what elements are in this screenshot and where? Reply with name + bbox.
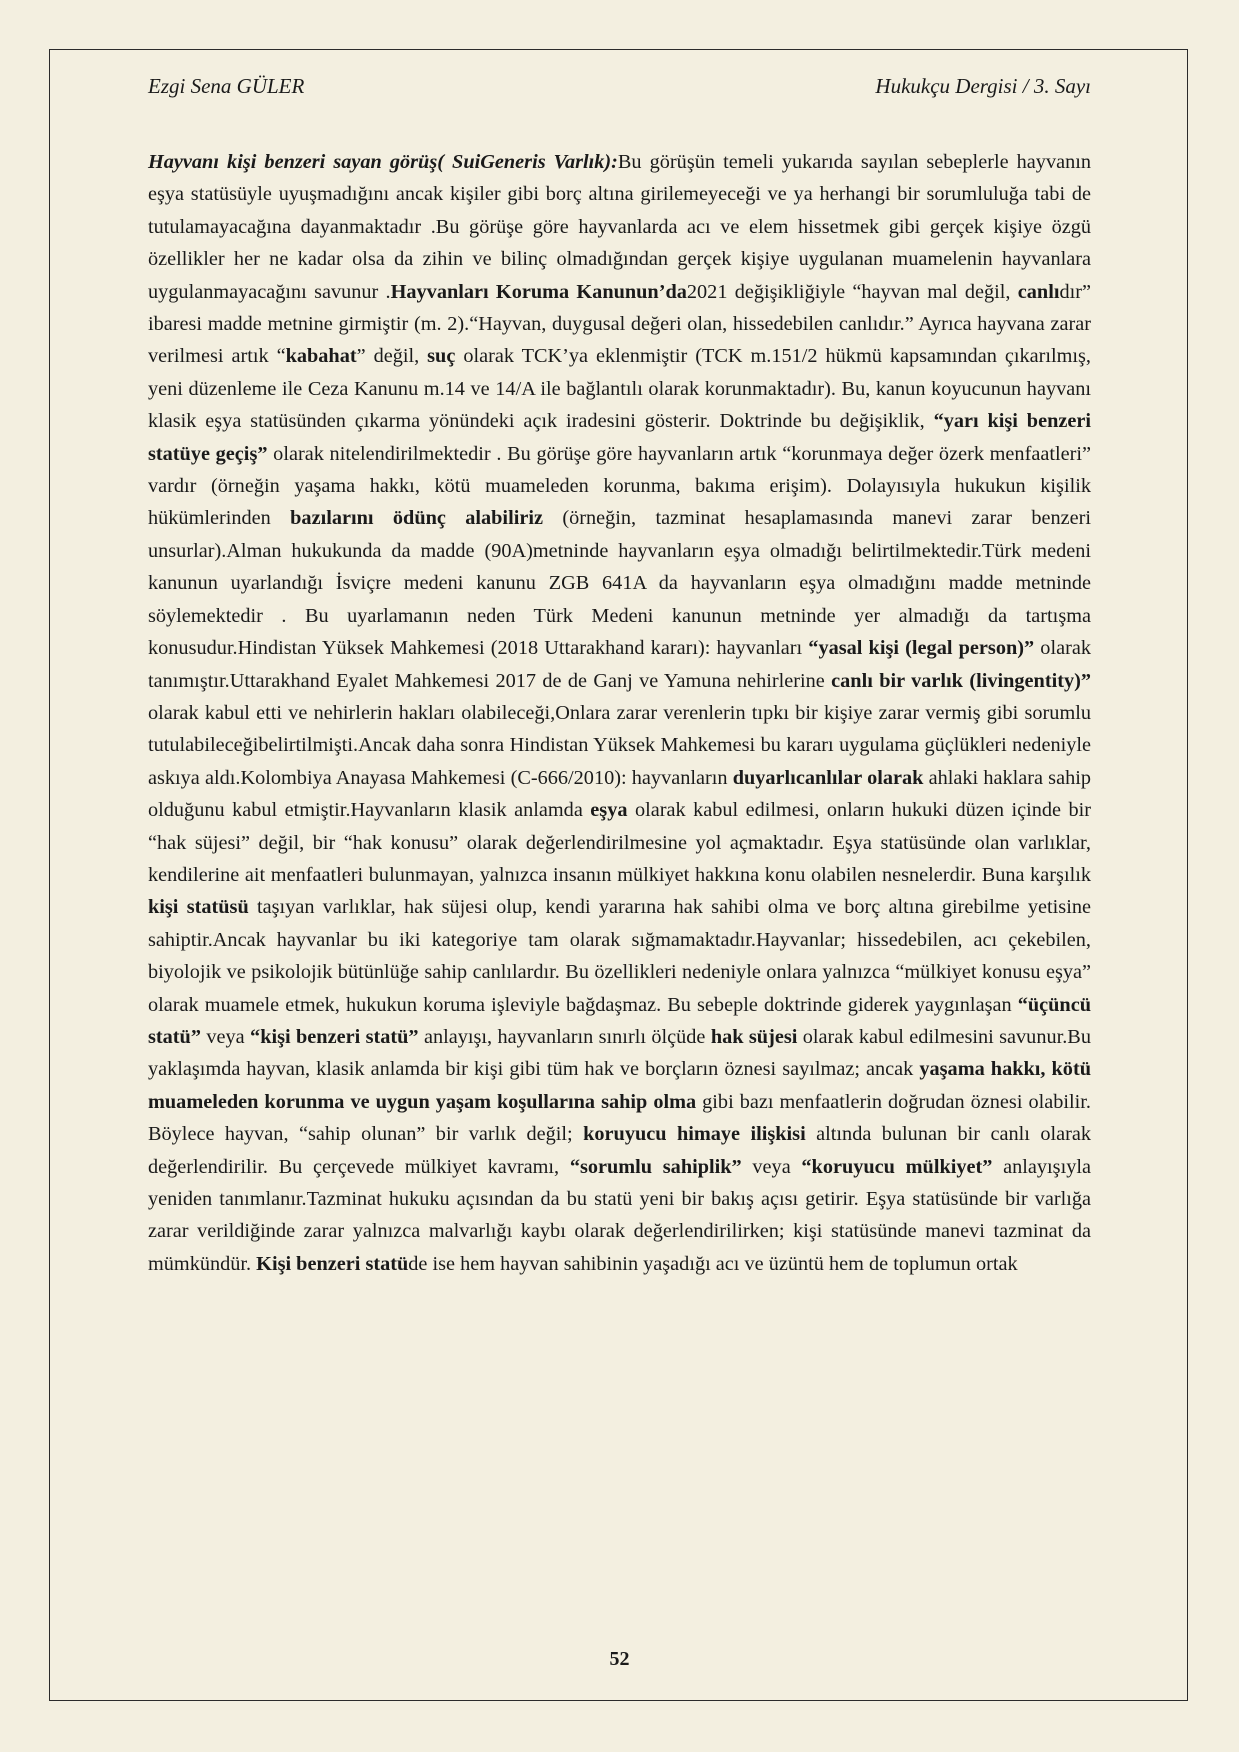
text-run: olarak nitelendirilmektedir . Bu görüşe göre hayvanların artık “korunmaya değer özerk menfaatleri” vardır (örneğin yaşama hakkı, kötü muameleden korunma, bakıma erişim). Dolayısıyla hukukun kişilik hükümlerinden <box>148 442 1091 530</box>
text-run: Bu görüşün temeli yukarıda sayılan sebeplerle hayvanın eşya statüsüyle uyuşmadığını ancak kişiler gibi borç altına girilemeyeceği ve ya herhangi bir sorumluluğa tabi de tutulamayacağına dayanmaktadır .Bu görüşe göre hayvanlarda acı ve elem hissetmek gibi gerçek kişiye özgü özellikler her ne kadar olsa da zihin ve bilinç olmadığından gerçek kişiye uygulanan muamelenin hayvanlara uygulanmayacağını savunur . <box>148 151 1092 303</box>
bold-run: Hayvanları Koruma Kanunun’da <box>390 280 687 303</box>
text-run: olarak TCK’ya eklenmiştir (TCK m.151/2 hükmü kapsamından çıkarılmış, yeni düzenleme ile Ceza Kanunu m.14 ve 14/A ile bağlantılı olarak korunmaktadır). Bu, kanun koyucunun hayvanı klasik eşya statüsünden çıkarma yönündeki açık iradesini gösterir. Doktrinde bu değişiklik, <box>148 345 1091 433</box>
bold-run: canlı <box>1017 280 1060 303</box>
bold-run: bazılarını ödünç alabiliriz <box>290 507 543 530</box>
bold-run: duyarlıcanlılar olarak <box>732 766 924 789</box>
text-run: altında bulunan bir canlı olarak değerlendirilir. Bu çerçevede mülkiyet kavramı, <box>148 1123 1092 1178</box>
text-run: taşıyan varlıklar, hak süjesi olup, kendi yararına hak sahibi olma ve borç altına girebilme yetisine sahiptir.Ancak hayvanlar bu iki kategoriye tam olarak sığmamaktadır.Hayvanlar; hissedebilen, acı çekebilen, biyolojik ve psikolojik bütünlüğe sahip canlılardır. Bu özellikleri nedeniyle onlara yalnızca “mülkiyet konusu eşya” olarak muamele etmek, hukukun koruma işleviyle bağdaşmaz. Bu sebeple doktrinde giderek yaygınlaşan <box>148 896 1091 1016</box>
text-run: ahlaki haklara sahip olduğunu kabul etmiştir.Hayvanların klasik anlamda <box>148 766 1091 822</box>
text-run: 2021 değişikliğiyle “hayvan mal değil, <box>686 280 1018 303</box>
bold-run: Kişi benzeri statü <box>256 1252 409 1275</box>
text-run: olarak kabul etti ve nehirlerin hakları olabileceği,Onlara zarar verenlerin tıpkı bir kişiye zarar vermiş gibi sorumlu tutulabileceğibelirtilmişti.Ancak daha sonra Hindistan Yüksek Mahkemesi bu kararı uygulama güçlükleri nedeniyle askıya aldı.Kolombiya Anayasa Mahkemesi (C-666/2010): hayvanların <box>148 701 1091 789</box>
bold-run: kabahat <box>285 345 357 368</box>
bold-run: eşya <box>590 799 628 822</box>
text-run: veya <box>741 1155 802 1178</box>
bold-run: koruyucu himaye ilişkisi <box>583 1123 806 1146</box>
bold-run: “üçüncü statü” <box>148 993 1091 1048</box>
bold-run: “sorumlu sahiplik” <box>569 1155 742 1178</box>
text-run: olarak kabul edilmesini savunur.Bu yaklaşımda hayvan, klasik anlamda bir kişi gibi tüm hak ve borçların öznesi sayılmaz; ancak <box>148 1025 1091 1081</box>
header-journal: Hukukçu Dergisi / 3. Sayı <box>875 74 1091 98</box>
bold-run: “kişi benzeri statü” <box>250 1025 419 1048</box>
text-run: gibi bazı menfaatlerin doğrudan öznesi olabilir. Böylece hayvan, “sahip olunan” bir varlık değil; <box>148 1090 1092 1146</box>
text-run: olarak kabul edilmesi, onların hukuki düzen içinde bir “hak süjesi” değil, bir “hak konusu” olarak değerlendirilmesine yol açmaktadır. Eşya statüsünde olan varlıklar, kendilerine ait menfaatleri bulunmayan, yalnızca insanın mülkiyet hakkına konu olabilen nesnelerdir. Buna karşılık <box>148 799 1091 886</box>
text-run: dır” ibaresi madde metnine girmiştir (m. 2).“Hayvan, duygusal değeri olan, hissedebilen canlıdır.” Ayrıca hayvana zarar verilmesi artık “ <box>148 280 1091 368</box>
text-run: veya <box>200 1025 251 1048</box>
bold-run: kişi statüsü <box>148 896 249 919</box>
body-paragraph <box>148 146 1091 1280</box>
bold-run: suç <box>427 345 456 368</box>
page-number: 52 <box>609 1648 630 1670</box>
bold-run: hak süjesi <box>710 1025 798 1048</box>
bold-run: “yasal kişi (legal person)” <box>808 637 1035 660</box>
bold-run: canlı bir varlık (livingentity)” <box>831 669 1091 692</box>
bold-run: “koruyucu mülkiyet” <box>801 1155 993 1178</box>
text-run: (örneğin, tazminat hesaplamasında manevi zarar benzeri unsurlar).Alman hukukunda da madde (90A)metninde hayvanların eşya olmadığı belirtilmektedir.Türk medeni kanunun uyarlandığı İsviçre medeni kanunu ZGB 641A da hayvanların eşya olmadığını madde metninde söylemektedir . Bu uyarlamanın neden Türk Medeni kanunun metninde yer almadığı da tartışma konusudur.Hindistan Yüksek Mahkemesi (2018 Uttarakhand kararı): hayvanları <box>148 507 1092 660</box>
text-run: anlayışı, hayvanların sınırlı ölçüde <box>418 1025 711 1048</box>
text-run: ” değil, <box>356 345 428 368</box>
bold-run: yaşama hakkı, kötü muameleden korunma ve uygun yaşam koşullarına sahip olma <box>148 1058 1091 1113</box>
text-run: de ise hem hayvan sahibinin yaşadığı acı ve üzüntü hem de toplumun ortak <box>408 1252 1018 1275</box>
text-run: anlayışıyla yeniden tanımlanır.Tazminat hukuku açısından da bu statü yeni bir bakış açısı getirir. Eşya statüsünde bir varlığa zarar verildiğinde zarar yalnızca malvarlığı kaybı olarak değerlendirilirken; kişi statüsünde manevi tazminat da mümkündür. <box>148 1155 1091 1275</box>
running-head <box>148 74 1091 104</box>
header-author: Ezgi Sena GÜLER <box>148 74 305 98</box>
section-lead: Hayvanı kişi benzeri sayan görüş( SuiGeneris Varlık): <box>148 151 618 173</box>
text-run: olarak tanımıştır.Uttarakhand Eyalet Mahkemesi 2017 de de Ganj ve Yamuna nehirlerine <box>148 637 1091 692</box>
bold-run: “yarı kişi benzeri statüye geçiş” <box>148 410 1091 465</box>
